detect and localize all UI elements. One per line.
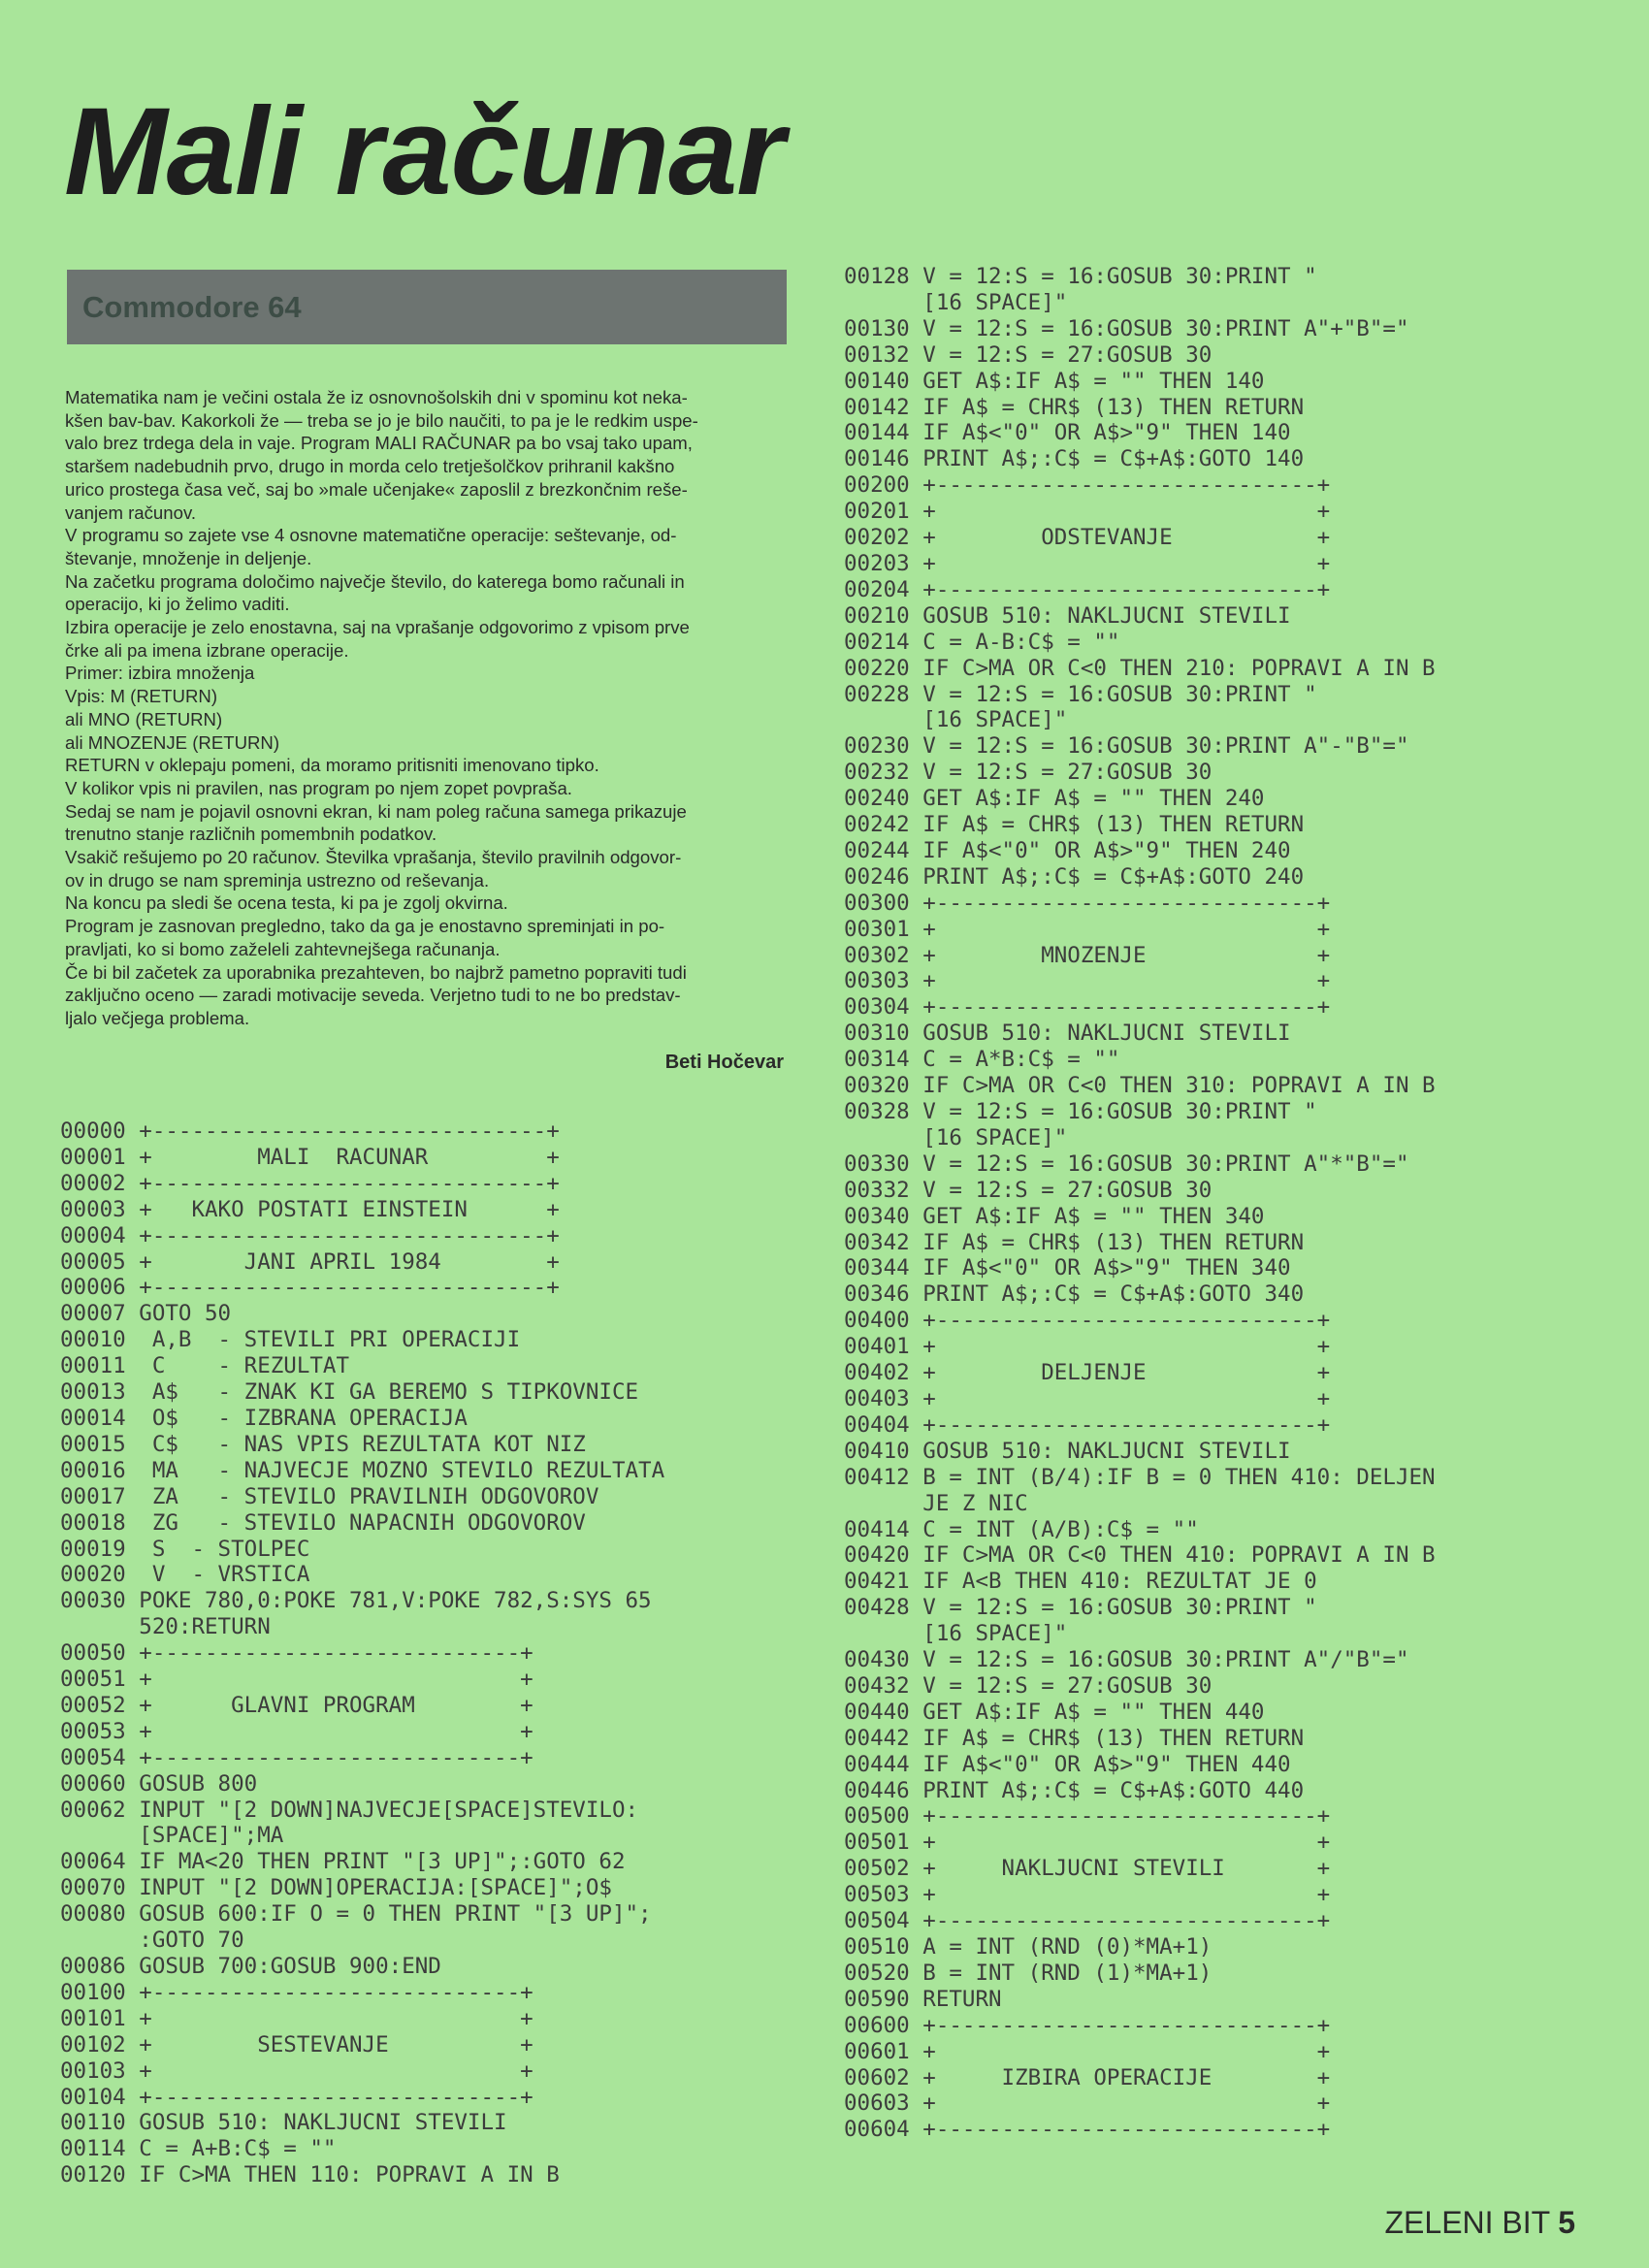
- code-line: 00444 IF A$<"0" OR A$>"9" THEN 440: [844, 1751, 1291, 1777]
- code-line: [16 SPACE]": [844, 1621, 1068, 1647]
- code-line: 00016 MA - NAJVECJE MOZNO STEVILO REZULTATA: [60, 1457, 665, 1483]
- code-line: 00210 GOSUB 510: NAKLJUCNI STEVILI: [844, 602, 1291, 629]
- code-line: 00228 V = 12:S = 16:GOSUB 30:PRINT ": [844, 681, 1317, 707]
- code-line: 00310 GOSUB 510: NAKLJUCNI STEVILI: [844, 1021, 1291, 1047]
- code-line: 00142 IF A$ = CHR$ (13) THEN RETURN: [844, 394, 1305, 420]
- code-line: 00000 +------------------------------+: [60, 1118, 560, 1144]
- code-line: 00101 + +: [60, 2005, 534, 2031]
- section-label: Commodore 64: [82, 290, 302, 324]
- code-line: 00006 +------------------------------+: [60, 1275, 560, 1301]
- code-line: 00128 V = 12:S = 16:GOSUB 30:PRINT ": [844, 264, 1317, 289]
- code-line: 00402 + DELJENJE +: [844, 1360, 1331, 1386]
- code-line: [16 SPACE]": [844, 1124, 1068, 1150]
- intro-line: valo brez trdega dela in vaje. Program MALI RAČUNAR pa bo vsaj tako upam,: [65, 433, 693, 454]
- code-line: 00010 A,B - STEVILI PRI OPERACIJI: [60, 1327, 521, 1353]
- code-line: 00302 + MNOZENJE +: [844, 942, 1331, 968]
- code-line: 00501 + +: [844, 1830, 1331, 1856]
- code-line: 00146 PRINT A$;:C$ = C$+A$:GOTO 140: [844, 446, 1305, 472]
- code-line: 00004 +------------------------------+: [60, 1222, 560, 1248]
- intro-text: [65, 386, 789, 1030]
- page-number: 5: [1558, 2205, 1575, 2240]
- code-line: 00346 PRINT A$;:C$ = C$+A$:GOTO 340: [844, 1281, 1305, 1308]
- code-line: 00086 GOSUB 700:GOSUB 900:END: [60, 1954, 441, 1979]
- code-line: 00232 V = 12:S = 27:GOSUB 30: [844, 760, 1212, 786]
- code-line: [16 SPACE]": [844, 289, 1068, 315]
- intro-line: pravljati, ko si bomo zaželeli zahtevnejšega računanja.: [65, 938, 501, 959]
- intro-line: V kolikor vpis ni pravilen, nas program po njem zopet povpraša.: [65, 777, 572, 798]
- code-line: 00304 +-----------------------------+: [844, 994, 1331, 1021]
- code-line: 00062 INPUT "[2 DOWN]NAJVECJE[SPACE]STEVILO:: [60, 1797, 639, 1823]
- code-line: 00502 + NAKLJUCNI STEVILI +: [844, 1856, 1331, 1882]
- code-line: 00203 + +: [844, 550, 1331, 576]
- code-line: 00246 PRINT A$;:C$ = C$+A$:GOTO 240: [844, 863, 1305, 890]
- code-line: 00440 GET A$:IF A$ = "" THEN 440: [844, 1699, 1265, 1725]
- code-line: 00014 O$ - IZBRANA OPERACIJA: [60, 1405, 468, 1431]
- intro-line: ov in drugo se nam spreminja ustrezno od reševanja.: [65, 869, 490, 891]
- code-line: 00144 IF A$<"0" OR A$>"9" THEN 140: [844, 420, 1291, 446]
- code-line: 00019 S - STOLPEC: [60, 1536, 310, 1562]
- code-line: 00446 PRINT A$;:C$ = C$+A$:GOTO 440: [844, 1777, 1305, 1803]
- code-line: 00230 V = 12:S = 16:GOSUB 30:PRINT A"-"B"=": [844, 733, 1409, 760]
- code-line: 00204 +-----------------------------+: [844, 576, 1331, 602]
- code-line: 00603 + +: [844, 2090, 1331, 2117]
- intro-line: Primer: izbira množenja: [65, 663, 255, 684]
- code-line: 00503 + +: [844, 1882, 1331, 1908]
- intro-line: Na koncu pa sledi še ocena testa, ki pa je zgolj okvirna.: [65, 892, 508, 914]
- code-line: 00132 V = 12:S = 27:GOSUB 30: [844, 341, 1212, 368]
- code-line: 00011 C - REZULTAT: [60, 1353, 350, 1379]
- code-line: 00003 + KAKO POSTATI EINSTEIN +: [60, 1196, 560, 1222]
- intro-line: Sedaj se nam je pojavil osnovni ekran, ki nam poleg računa samega prikazuje: [65, 800, 687, 822]
- code-line: 00401 + +: [844, 1334, 1331, 1360]
- code-line: 00051 + +: [60, 1667, 534, 1693]
- code-line: 00140 GET A$:IF A$ = "" THEN 140: [844, 368, 1265, 394]
- code-line: 00030 POKE 780,0:POKE 781,V:POKE 782,S:SYS 65: [60, 1588, 652, 1614]
- code-line: 00330 V = 12:S = 16:GOSUB 30:PRINT A"*"B"=": [844, 1150, 1409, 1177]
- code-line: 00018 ZG - STEVILO NAPACNIH ODGOVOROV: [60, 1509, 586, 1536]
- intro-line: zaključno oceno — zaradi motivacije seveda. Verjetno tudi to ne bo predstav-: [65, 985, 681, 1006]
- code-line: 00404 +-----------------------------+: [844, 1411, 1331, 1438]
- code-line: 00130 V = 12:S = 16:GOSUB 30:PRINT A"+"B"=": [844, 315, 1409, 341]
- code-line: 00430 V = 12:S = 16:GOSUB 30:PRINT A"/"B"=": [844, 1647, 1409, 1673]
- code-line: 00201 + +: [844, 499, 1331, 525]
- code-line: :GOTO 70: [60, 1928, 244, 1954]
- intro-line: V programu so zajete vse 4 osnovne matematične operacije: seštevanje, od-: [65, 525, 677, 546]
- intro-line: Vsakič rešujemo po 20 računov. Številka vprašanja, število pravilnih odgovor-: [65, 847, 682, 868]
- code-line: 00054 +----------------------------+: [60, 1744, 534, 1770]
- code-line: 00420 IF C>MA OR C<0 THEN 410: POPRAVI A IN B: [844, 1542, 1436, 1569]
- intro-line: Program je zasnovan pregledno, tako da ga je enostavno spreminjati in po-: [65, 916, 665, 937]
- code-line: 00060 GOSUB 800: [60, 1770, 258, 1797]
- code-line: 00001 + MALI RACUNAR +: [60, 1144, 560, 1170]
- code-line: 00344 IF A$<"0" OR A$>"9" THEN 340: [844, 1255, 1291, 1281]
- code-line: 00103 + +: [60, 2057, 534, 2084]
- code-line: 00403 + +: [844, 1385, 1331, 1411]
- intro-line: trenutno stanje različnih pomembnih podatkov.: [65, 824, 437, 845]
- intro-line: ljalo večjega problema.: [65, 1007, 250, 1028]
- code-line: 00220 IF C>MA OR C<0 THEN 210: POPRAVI A IN B: [844, 655, 1436, 681]
- code-line: 00110 GOSUB 510: NAKLJUCNI STEVILI: [60, 2110, 507, 2136]
- code-line: 00590 RETURN: [844, 1986, 1002, 2012]
- code-line: 00601 + +: [844, 2038, 1331, 2064]
- code-listing-right: [844, 264, 1436, 2143]
- code-line: 00064 IF MA<20 THEN PRINT "[3 UP]";:GOTO 62: [60, 1849, 626, 1875]
- author-name: Beti Hočevar: [664, 1052, 784, 1073]
- code-line: [16 SPACE]": [844, 707, 1068, 733]
- code-line: 00414 C = INT (A/B):C$ = "": [844, 1516, 1199, 1542]
- code-line: 00342 IF A$ = CHR$ (13) THEN RETURN: [844, 1229, 1305, 1255]
- code-line: 00442 IF A$ = CHR$ (13) THEN RETURN: [844, 1725, 1305, 1751]
- article-title: Mali računar: [64, 82, 785, 221]
- code-line: 00504 +-----------------------------+: [844, 1908, 1331, 1934]
- intro-line: črke ali pa imena izbrane operacije.: [65, 639, 349, 661]
- code-line: 00053 + +: [60, 1718, 534, 1744]
- code-line: 00510 A = INT (RND (0)*MA+1): [844, 1934, 1212, 1960]
- code-line: 00320 IF C>MA OR C<0 THEN 310: POPRAVI A IN B: [844, 1073, 1436, 1099]
- code-line: 00013 A$ - ZNAK KI GA BEREMO S TIPKOVNICE: [60, 1379, 639, 1406]
- code-line: 00432 V = 12:S = 27:GOSUB 30: [844, 1672, 1212, 1699]
- code-line: 00052 + GLAVNI PROGRAM +: [60, 1692, 534, 1718]
- code-line: 00604 +-----------------------------+: [844, 2117, 1331, 2143]
- code-line: 00120 IF C>MA THEN 110: POPRAVI A IN B: [60, 2162, 560, 2188]
- code-line: [SPACE]";MA: [60, 1823, 284, 1849]
- code-line: 00102 + SESTEVANJE +: [60, 2031, 534, 2057]
- code-line: 00104 +----------------------------+: [60, 2084, 534, 2110]
- code-line: 00100 +----------------------------+: [60, 1979, 534, 2005]
- intro-line: Matematika nam je večini ostala že iz osnovnošolskih dni v spominu kot neka-: [65, 387, 688, 407]
- intro-line: Izbira operacije je zelo enostavna, saj na vprašanje odgovorimo z vpisom prve: [65, 617, 690, 638]
- intro-line: operacijo, ki jo želimo vaditi.: [65, 594, 290, 615]
- code-listing-left: [60, 1118, 664, 2188]
- page-footer: [1385, 2205, 1576, 2241]
- intro-line: števanje, množenje in deljenje.: [65, 547, 312, 568]
- code-line: 00020 V - VRSTICA: [60, 1562, 310, 1588]
- code-line: 00428 V = 12:S = 16:GOSUB 30:PRINT ": [844, 1595, 1317, 1621]
- code-line: 00114 C = A+B:C$ = "": [60, 2136, 337, 2162]
- magazine-name: ZELENI BIT: [1384, 2205, 1551, 2240]
- code-line: 00520 B = INT (RND (1)*MA+1): [844, 1960, 1212, 1986]
- code-line: 00242 IF A$ = CHR$ (13) THEN RETURN: [844, 812, 1305, 838]
- code-line: 00500 +-----------------------------+: [844, 1803, 1331, 1830]
- intro-line: Vpis: M (RETURN): [65, 686, 218, 707]
- code-line: 00007 GOTO 50: [60, 1301, 232, 1327]
- intro-line: Če bi bil začetek za uporabnika prezahteven, bo najbrž pametno popraviti tudi: [65, 961, 687, 983]
- code-line: 00340 GET A$:IF A$ = "" THEN 340: [844, 1203, 1265, 1229]
- code-line: 00400 +-----------------------------+: [844, 1308, 1331, 1334]
- intro-line: Na začetku programa določimo največje število, do katerega bomo računali in: [65, 570, 685, 592]
- code-line: 00244 IF A$<"0" OR A$>"9" THEN 240: [844, 837, 1291, 863]
- section-bar: [67, 270, 787, 344]
- code-line: 00017 ZA - STEVILO PRAVILNIH ODGOVOROV: [60, 1483, 599, 1509]
- intro-line: RETURN v oklepaju pomeni, da moramo pritisniti imenovano tipko.: [65, 755, 599, 776]
- code-line: 00015 C$ - NAS VPIS REZULTATA KOT NIZ: [60, 1431, 586, 1457]
- code-line: 00301 + +: [844, 916, 1331, 942]
- code-line: 00600 +-----------------------------+: [844, 2012, 1331, 2038]
- code-line: 00214 C = A-B:C$ = "": [844, 629, 1120, 655]
- intro-line: vanjem računov.: [65, 502, 197, 523]
- code-line: 00314 C = A*B:C$ = "": [844, 1047, 1120, 1073]
- code-line: 00005 + JANI APRIL 1984 +: [60, 1248, 560, 1275]
- code-line: 00328 V = 12:S = 16:GOSUB 30:PRINT ": [844, 1099, 1317, 1124]
- code-line: 00412 B = INT (B/4):IF B = 0 THEN 410: DELJEN: [844, 1464, 1436, 1490]
- code-line: 00332 V = 12:S = 27:GOSUB 30: [844, 1177, 1212, 1203]
- intro-line: staršem nadebudnih prvo, drugo in morda celo tretješolčkov prihranil kakšno: [65, 456, 675, 477]
- code-line: 520:RETURN: [60, 1614, 271, 1640]
- code-line: 00303 + +: [844, 968, 1331, 994]
- code-line: 00410 GOSUB 510: NAKLJUCNI STEVILI: [844, 1438, 1291, 1464]
- code-line: 00002 +------------------------------+: [60, 1170, 560, 1196]
- code-line: 00240 GET A$:IF A$ = "" THEN 240: [844, 786, 1265, 812]
- intro-line: kšen bav-bav. Kakorkoli že — treba se jo je bilo naučiti, to pa je le redkim uspe-: [65, 409, 698, 431]
- code-line: 00070 INPUT "[2 DOWN]OPERACIJA:[SPACE]";O$: [60, 1875, 612, 1901]
- code-line: 00421 IF A<B THEN 410: REZULTAT JE 0: [844, 1569, 1317, 1595]
- code-line: 00602 + IZBIRA OPERACIJE +: [844, 2064, 1331, 2090]
- code-line: 00202 + ODSTEVANJE +: [844, 525, 1331, 551]
- intro-line: ali MNOZENJE (RETURN): [65, 731, 280, 753]
- code-line: 00200 +-----------------------------+: [844, 472, 1331, 499]
- intro-line: urico prostega časa več, saj bo »male učenjake« zaposlil z brezkončnim reše-: [65, 478, 688, 500]
- code-line: JE Z NIC: [844, 1490, 1028, 1516]
- code-line: 00300 +-----------------------------+: [844, 890, 1331, 916]
- code-line: 00080 GOSUB 600:IF O = 0 THEN PRINT "[3 UP]";: [60, 1901, 652, 1928]
- intro-line: ali MNO (RETURN): [65, 708, 223, 729]
- code-line: 00050 +----------------------------+: [60, 1640, 534, 1667]
